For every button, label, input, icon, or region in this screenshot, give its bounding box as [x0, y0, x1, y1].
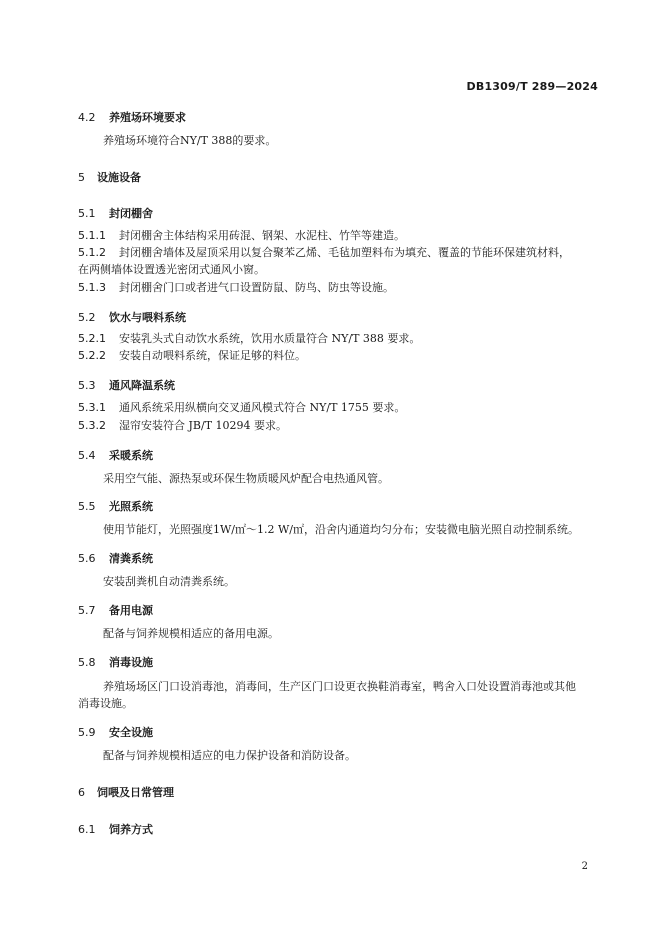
section-title: 饲养方式	[109, 823, 153, 836]
section-number: 6.1	[78, 823, 96, 836]
section-heading-6	[78, 784, 174, 800]
section-number: 5.5	[78, 500, 96, 513]
clause-number: 5.3.1	[78, 401, 106, 414]
clause-5-2-2	[78, 348, 306, 364]
section-number: 6	[78, 786, 85, 799]
section-title: 采暖系统	[109, 449, 153, 462]
clause-number: 5.1.2	[78, 246, 106, 259]
clause-text: 安装自动喂料系统，保证足够的料位。	[119, 349, 306, 362]
section-title: 设施设备	[97, 171, 141, 184]
section-heading-6-1	[78, 821, 153, 837]
clause-text: 封闭棚舍主体结构采用砖混、钢架、水泥柱、竹竿等建造。	[119, 229, 405, 242]
clause-continuation: 在两侧墙体设置透光密闭式通风小窗。	[78, 263, 265, 276]
section-title: 养殖场环境要求	[109, 111, 186, 124]
paragraph: 安装刮粪机自动清粪系统。	[103, 575, 235, 588]
paragraph: 配备与饲养规模相适应的电力保护设备和消防设备。	[103, 749, 356, 762]
clause-number: 5.3.2	[78, 419, 106, 432]
section-title: 清粪系统	[109, 552, 153, 565]
section-title: 光照系统	[109, 500, 153, 513]
clause-5-3-2	[78, 418, 287, 434]
paragraph: 养殖场环境符合NY/T 388的要求。	[103, 134, 277, 147]
section-title: 封闭棚舍	[109, 207, 153, 220]
section-number: 5.6	[78, 552, 96, 565]
section-heading-5-2	[78, 309, 186, 325]
section-title: 通风降温系统	[109, 379, 175, 392]
clause-number: 5.1.3	[78, 281, 106, 294]
clause-text: 安装乳头式自动饮水系统，饮用水质量符合 NY/T 388 要求。	[119, 332, 421, 345]
paragraph: 使用节能灯，光照强度1W/㎡～1.2 W/㎡，沿舍内通道均匀分布；安装微电脑光照自动控制系统。	[103, 523, 580, 536]
section-heading-5-1	[78, 205, 153, 221]
section-title: 饮水与喂料系统	[109, 311, 186, 324]
section-number: 5.1	[78, 207, 96, 220]
section-title: 消毒设施	[109, 656, 153, 669]
clause-text: 湿帘安装符合 JB/T 10294 要求。	[119, 419, 288, 432]
section-heading-4-2	[78, 109, 186, 125]
page-number: 2	[581, 861, 588, 872]
clause-text: 通风系统采用纵横向交叉通风模式符合 NY/T 1755 要求。	[119, 401, 406, 414]
section-heading-5-7	[78, 602, 153, 618]
paragraph: 养殖场场区门口设消毒池，消毒间，生产区门口设更衣换鞋消毒室，鸭舍入口处设置消毒池或其他	[103, 680, 576, 693]
clause-number: 5.2.2	[78, 349, 106, 362]
section-number: 5.2	[78, 311, 96, 324]
section-heading-5-9	[78, 724, 153, 740]
clause-5-1-1	[78, 228, 405, 244]
standard-code-header: DB1309/T 289—2024	[466, 80, 598, 93]
clause-5-2-1	[78, 331, 420, 347]
clause-5-1-2	[78, 245, 570, 261]
section-number: 5.3	[78, 379, 96, 392]
section-title: 安全设施	[109, 726, 153, 739]
section-number: 4.2	[78, 111, 96, 124]
clause-text: 封闭棚舍门口或者进气口设置防鼠、防鸟、防虫等设施。	[119, 281, 394, 294]
section-number: 5.7	[78, 604, 96, 617]
section-heading-5-8	[78, 654, 153, 670]
clause-number: 5.1.1	[78, 229, 106, 242]
section-number: 5.4	[78, 449, 96, 462]
section-heading-5-4	[78, 447, 153, 463]
clause-5-3-1	[78, 400, 405, 416]
paragraph-continuation: 消毒设施。	[78, 697, 133, 710]
section-title: 备用电源	[109, 604, 153, 617]
paragraph: 采用空气能、源热泵或环保生物质暖风炉配合电热通风管。	[103, 472, 389, 485]
clause-5-1-3	[78, 280, 394, 296]
section-heading-5	[78, 169, 141, 185]
section-number: 5	[78, 171, 85, 184]
paragraph: 配备与饲养规模相适应的备用电源。	[103, 627, 279, 640]
clause-number: 5.2.1	[78, 332, 106, 345]
section-number: 5.9	[78, 726, 96, 739]
section-heading-5-3	[78, 377, 175, 393]
clause-text: 封闭棚舍墙体及屋顶采用以复合聚苯乙烯、毛毡加塑料布为填充、覆盖的节能环保建筑材料，	[119, 246, 570, 259]
section-heading-5-5	[78, 498, 153, 514]
section-heading-5-6	[78, 550, 153, 566]
section-number: 5.8	[78, 656, 96, 669]
section-title: 饲喂及日常管理	[97, 786, 174, 799]
